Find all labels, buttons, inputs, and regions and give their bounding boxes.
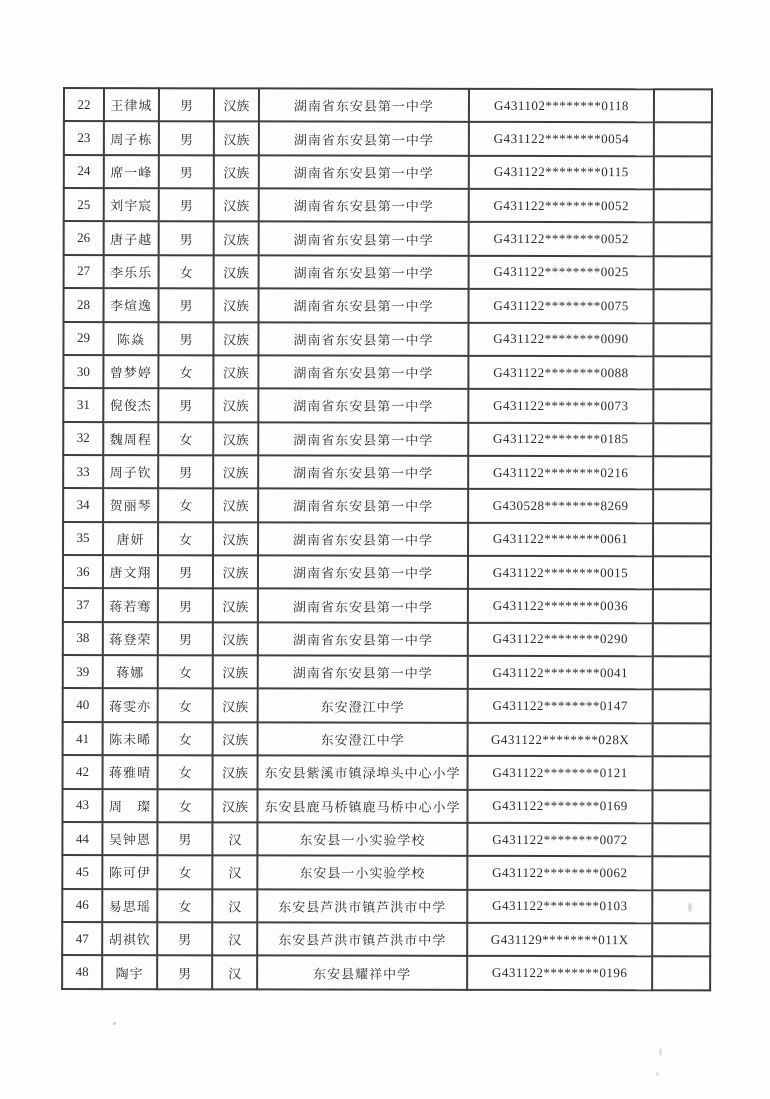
cell-name: 唐妍 (103, 522, 158, 555)
cell-number: 22 (64, 88, 104, 121)
cell-ethnicity: 汉族 (214, 188, 259, 221)
cell-remark (652, 957, 710, 991)
cell-id: G431122********028X (468, 723, 653, 757)
table-row (62, 889, 710, 924)
cell-remark (653, 623, 711, 656)
cell-id: G431122********0185 (468, 422, 653, 456)
cell-number: 35 (63, 522, 103, 555)
cell-name: 曾梦婷 (103, 355, 158, 388)
scan-speck (659, 1048, 662, 1056)
cell-number: 45 (62, 855, 102, 888)
cell-gender: 女 (158, 355, 213, 388)
cell-gender: 男 (159, 88, 214, 121)
cell-school: 东安县耀祥中学 (257, 956, 467, 990)
cell-id: G431122********0147 (468, 689, 653, 723)
cell-remark (653, 756, 711, 789)
cell-number: 27 (64, 255, 104, 288)
cell-remark (653, 389, 711, 422)
cell-number: 48 (62, 955, 102, 989)
cell-id: G431122********0015 (468, 556, 653, 590)
cell-number: 40 (63, 688, 103, 721)
cell-name: 陈未晞 (103, 722, 158, 755)
cell-remark (654, 89, 712, 122)
cell-number: 33 (63, 455, 103, 488)
cell-remark (653, 523, 711, 556)
cell-number: 43 (62, 789, 102, 822)
cell-school: 湖南省东安县第一中学 (258, 489, 468, 523)
student-table-body (62, 88, 712, 990)
cell-name: 蒋雅晴 (103, 755, 158, 788)
cell-ethnicity: 汉族 (213, 355, 258, 388)
cell-school: 湖南省东安县第一中学 (259, 222, 469, 256)
cell-ethnicity: 汉族 (213, 322, 258, 355)
cell-name: 蒋娜 (103, 655, 158, 688)
table-row (63, 488, 711, 523)
cell-gender: 男 (157, 822, 212, 855)
cell-remark (653, 556, 711, 589)
cell-remark (653, 723, 711, 756)
table-row (63, 588, 711, 623)
cell-id: G431122********0052 (469, 189, 654, 223)
table-row (64, 121, 712, 156)
cell-gender: 女 (158, 755, 213, 788)
cell-number: 31 (63, 388, 103, 421)
cell-gender: 女 (158, 722, 213, 755)
cell-id: G431122********0041 (468, 656, 653, 690)
cell-gender: 女 (158, 489, 213, 522)
table-row (63, 388, 711, 423)
cell-gender: 女 (158, 422, 213, 455)
cell-id: G431122********0075 (469, 289, 654, 323)
table-row (63, 622, 711, 657)
table-row (64, 288, 712, 323)
cell-ethnicity: 汉族 (213, 422, 258, 455)
cell-remark (653, 423, 711, 456)
cell-remark (652, 890, 710, 923)
table-row (63, 422, 711, 457)
cell-id: G431122********0169 (467, 789, 652, 823)
cell-number: 47 (62, 922, 102, 955)
cell-gender: 女 (158, 655, 213, 688)
cell-ethnicity: 汉族 (213, 589, 258, 622)
cell-number: 36 (63, 555, 103, 588)
cell-school: 湖南省东安县第一中学 (258, 322, 468, 356)
cell-id: G431129********011X (467, 923, 652, 957)
cell-school: 湖南省东安县第一中学 (258, 422, 468, 456)
table-row (63, 722, 711, 757)
cell-school: 湖南省东安县第一中学 (259, 188, 469, 222)
cell-name: 胡祺钦 (102, 922, 157, 955)
cell-ethnicity: 汉族 (213, 722, 258, 755)
cell-remark (653, 356, 711, 389)
cell-id: G431122********0121 (468, 756, 653, 790)
cell-name: 李乐乐 (104, 255, 159, 288)
cell-name: 周子钦 (103, 455, 158, 488)
cell-name: 唐子越 (104, 222, 159, 255)
cell-id: G431102********0118 (469, 89, 654, 123)
table-row (64, 155, 712, 190)
cell-school: 湖南省东安县第一中学 (258, 622, 468, 656)
cell-remark (652, 857, 710, 890)
cell-id: G431122********0196 (467, 956, 652, 990)
table-row (63, 655, 711, 690)
table-row (63, 555, 711, 590)
cell-school: 东安县芦洪市镇芦洪市中学 (257, 889, 467, 923)
cell-school: 湖南省东安县第一中学 (258, 555, 468, 589)
cell-school: 湖南省东安县第一中学 (258, 522, 468, 556)
cell-gender: 女 (157, 789, 212, 822)
cell-name: 陈可伊 (102, 855, 157, 888)
cell-gender: 男 (158, 555, 213, 588)
cell-number: 34 (63, 488, 103, 521)
cell-name: 蒋雯亦 (103, 689, 158, 722)
cell-school: 东安县鹿马桥镇鹿马桥中心小学 (257, 789, 467, 823)
table-row (62, 789, 710, 824)
cell-ethnicity: 汉族 (213, 655, 258, 688)
cell-name: 周 璨 (102, 789, 157, 822)
cell-gender: 男 (158, 622, 213, 655)
cell-name: 陈焱 (103, 322, 158, 355)
cell-name: 倪俊杰 (103, 388, 158, 421)
cell-ethnicity: 汉族 (213, 455, 258, 488)
cell-remark (654, 289, 712, 322)
cell-id: G431122********0072 (467, 823, 652, 857)
cell-gender: 男 (158, 455, 213, 488)
cell-ethnicity: 汉 (212, 956, 257, 990)
cell-name: 周子栋 (104, 121, 159, 154)
cell-number: 28 (64, 288, 104, 321)
cell-remark (653, 490, 711, 523)
cell-gender: 男 (159, 155, 214, 188)
cell-id: G431122********0062 (467, 856, 652, 890)
cell-number: 29 (63, 322, 103, 355)
cell-name: 席一峰 (104, 155, 159, 188)
student-roster-table (61, 87, 713, 991)
cell-name: 李煊逸 (104, 288, 159, 321)
scan-speck (688, 903, 692, 912)
cell-school: 东安县紫溪市镇渌埠头中心小学 (258, 756, 468, 790)
cell-remark (652, 823, 710, 856)
cell-id: G431122********0103 (467, 889, 652, 923)
cell-gender: 女 (158, 689, 213, 722)
cell-ethnicity: 汉族 (213, 489, 258, 522)
cell-name: 刘宇宸 (104, 188, 159, 221)
cell-ethnicity: 汉 (212, 856, 257, 889)
cell-remark (652, 790, 710, 823)
table-row (63, 755, 711, 790)
cell-number: 37 (63, 588, 103, 621)
cell-school: 湖南省东安县第一中学 (258, 455, 468, 489)
cell-gender: 男 (158, 388, 213, 421)
cell-ethnicity: 汉 (212, 889, 257, 922)
table-row (62, 855, 710, 890)
cell-school: 湖南省东安县第一中学 (258, 389, 468, 423)
table-row (64, 221, 712, 256)
cell-number: 39 (63, 655, 103, 688)
cell-ethnicity: 汉族 (213, 522, 258, 555)
cell-remark (653, 323, 711, 356)
cell-gender: 女 (157, 855, 212, 888)
cell-school: 东安县一小实验学校 (257, 856, 467, 890)
cell-ethnicity: 汉族 (214, 255, 259, 288)
cell-school: 湖南省东安县第一中学 (259, 122, 469, 156)
table-row (63, 355, 711, 390)
cell-school: 湖南省东安县第一中学 (258, 589, 468, 623)
cell-remark (653, 690, 711, 723)
cell-school: 湖南省东安县第一中学 (259, 155, 469, 189)
cell-gender: 女 (157, 889, 212, 922)
cell-gender: 男 (157, 956, 212, 990)
cell-gender: 女 (158, 522, 213, 555)
cell-remark (654, 189, 712, 222)
cell-number: 44 (62, 822, 102, 855)
cell-id: G431122********0054 (469, 122, 654, 156)
cell-ethnicity: 汉族 (214, 122, 259, 155)
cell-ethnicity: 汉 (212, 922, 257, 955)
cell-number: 30 (63, 355, 103, 388)
cell-name: 唐文翔 (103, 555, 158, 588)
cell-id: G431122********0115 (469, 156, 654, 190)
table-row (63, 455, 711, 490)
scan-speck (113, 1022, 116, 1025)
cell-name: 蒋若骞 (103, 588, 158, 621)
cell-name: 王律城 (104, 88, 159, 121)
cell-gender: 男 (159, 122, 214, 155)
cell-remark (654, 123, 712, 156)
table-row (64, 255, 712, 290)
cell-ethnicity: 汉 (212, 822, 257, 855)
cell-remark (654, 156, 712, 189)
cell-ethnicity: 汉族 (213, 756, 258, 789)
cell-school: 湖南省东安县第一中学 (259, 289, 469, 323)
cell-remark (654, 256, 712, 289)
cell-ethnicity: 汉族 (212, 789, 257, 822)
cell-number: 26 (64, 221, 104, 254)
table-row (62, 822, 710, 857)
cell-remark (652, 923, 710, 956)
cell-remark (653, 656, 711, 689)
cell-id: G431122********0036 (468, 589, 653, 623)
cell-ethnicity: 汉族 (214, 88, 259, 121)
cell-school: 东安澄江中学 (258, 722, 468, 756)
cell-id: G431122********0061 (468, 523, 653, 557)
cell-school: 东安县芦洪市镇芦洪市中学 (257, 922, 467, 956)
cell-remark (653, 590, 711, 623)
cell-gender: 男 (157, 922, 212, 955)
cell-id: G430528********8269 (468, 489, 653, 523)
cell-school: 湖南省东安县第一中学 (258, 656, 468, 690)
cell-gender: 男 (159, 188, 214, 221)
cell-name: 陶宇 (102, 955, 157, 989)
cell-id: G431122********0290 (468, 623, 653, 657)
table-row (62, 922, 710, 957)
cell-id: G431122********0052 (469, 222, 654, 256)
cell-name: 魏周程 (103, 422, 158, 455)
table-row (63, 322, 711, 357)
cell-ethnicity: 汉族 (213, 622, 258, 655)
cell-id: G431122********0025 (469, 256, 654, 290)
table-row (64, 188, 712, 223)
cell-number: 23 (64, 121, 104, 154)
cell-name: 贺丽琴 (103, 488, 158, 521)
cell-id: G431122********0088 (468, 356, 653, 390)
cell-gender: 男 (159, 288, 214, 321)
cell-remark (654, 223, 712, 256)
cell-school: 湖南省东安县第一中学 (259, 255, 469, 289)
cell-school: 湖南省东安县第一中学 (259, 88, 469, 122)
cell-number: 38 (63, 622, 103, 655)
cell-id: G431122********0090 (468, 322, 653, 356)
cell-ethnicity: 汉族 (213, 689, 258, 722)
cell-number: 41 (63, 722, 103, 755)
cell-number: 32 (63, 422, 103, 455)
cell-name: 易思瑶 (102, 889, 157, 922)
cell-number: 24 (64, 155, 104, 188)
table-row (63, 522, 711, 557)
cell-school: 湖南省东安县第一中学 (258, 355, 468, 389)
cell-name: 蒋登荣 (103, 622, 158, 655)
cell-ethnicity: 汉族 (214, 222, 259, 255)
table-row (62, 955, 710, 990)
cell-gender: 女 (159, 255, 214, 288)
cell-gender: 男 (158, 589, 213, 622)
cell-ethnicity: 汉族 (213, 389, 258, 422)
table-row (64, 88, 712, 123)
cell-number: 25 (64, 188, 104, 221)
table-row (63, 688, 711, 723)
cell-id: G431122********0216 (468, 456, 653, 490)
cell-name: 吴钟恩 (102, 822, 157, 855)
cell-school: 东安澄江中学 (258, 689, 468, 723)
cell-ethnicity: 汉族 (214, 155, 259, 188)
cell-number: 42 (63, 755, 103, 788)
cell-gender: 男 (159, 222, 214, 255)
cell-remark (653, 456, 711, 489)
cell-ethnicity: 汉族 (214, 288, 259, 321)
cell-number: 46 (62, 889, 102, 922)
cell-gender: 男 (158, 322, 213, 355)
cell-id: G431122********0073 (468, 389, 653, 423)
cell-ethnicity: 汉族 (213, 555, 258, 588)
scan-speck (656, 1072, 659, 1076)
cell-school: 东安县一小实验学校 (257, 822, 467, 856)
